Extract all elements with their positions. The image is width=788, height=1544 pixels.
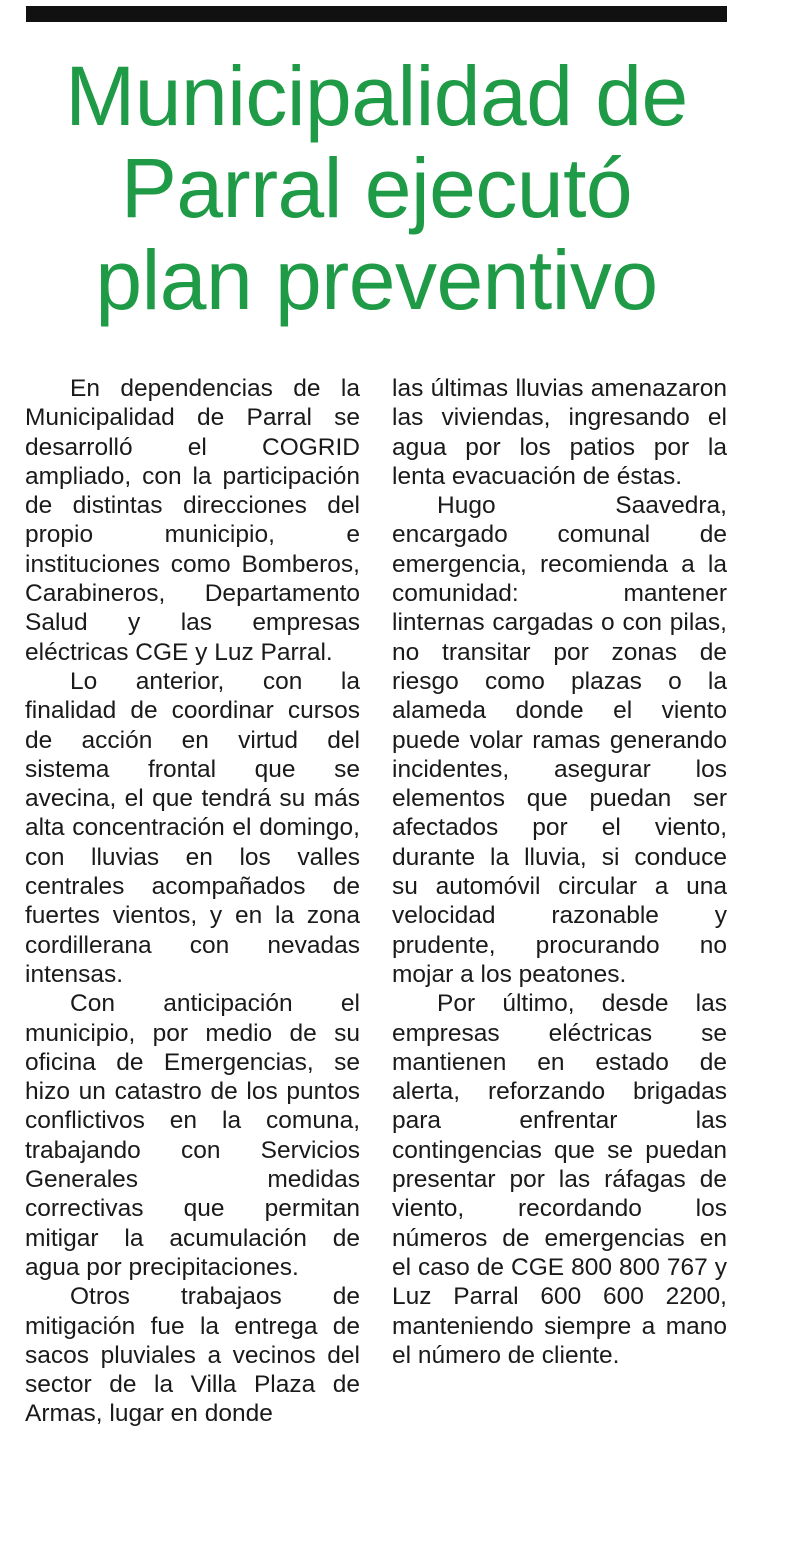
headline-line-3: plan preventivo — [95, 233, 658, 327]
paragraph-4: Otros trabajaos de mitigación fue la entrega de sacos pluviales a vecinos del sector de la Villa Plaza de Armas, lugar en donde — [25, 1283, 360, 1428]
headline-line-2: Parral ejecutó — [120, 141, 633, 235]
headline — [26, 50, 727, 326]
paragraph-5: Hugo Saavedra, encargado comunal de emergencia, recomienda a la comunidad: mantener linternas cargadas o con pilas, no transitar por zonas de riesgo como plazas o la alameda donde el viento puede volar ramas generando incidentes, asegurar los elementos que puedan ser afectados por el viento, durante la lluvia, si conduce su automóvil circular a una velocidad razonable y prudente, procurando no mojar a los peatones. — [392, 492, 727, 988]
paragraph-4-continued: las últimas lluvias amenazaron las viviendas, ingresando el agua por los patios por la lenta evacuación de éstas. — [392, 375, 727, 490]
article-column-left — [25, 374, 360, 1429]
paragraph-3: Con anticipación el municipio, por medio de su oficina de Emergencias, se hizo un catastro de los puntos conflictivos en la comuna, trabajando con Servicios Generales medidas correctivas que permitan mitigar la acumulación de agua por precipitaciones. — [25, 990, 360, 1281]
article-column-right — [392, 374, 727, 1370]
top-rule — [26, 6, 727, 22]
paragraph-2: Lo anterior, con la finalidad de coordinar cursos de acción en virtud del sistema frontal que se avecina, el que tendrá su más alta concentración el domingo, con lluvias en los valles centrales acompañados de fuertes vientos, y en la zona cordillerana con nevadas intensas. — [25, 667, 360, 988]
headline-line-1: Municipalidad de — [65, 49, 688, 143]
paragraph-1: En dependencias de la Municipalidad de Parral se desarrolló el COGRID ampliado, con la participación de distintas direcciones del propio municipio, e instituciones como Bomberos, Carabineros, Departamento Salud y las empresas eléctricas CGE y Luz Parral. — [25, 375, 360, 666]
paragraph-6: Por último, desde las empresas eléctricas se mantienen en estado de alerta, reforzando brigadas para enfrentar las contingencias que se puedan presentar por las ráfagas de viento, recordando los números de emergencias en el caso de CGE 800 800 767 y Luz Parral 600 600 2200, manteniendo siempre a mano el número de cliente. — [392, 990, 727, 1369]
